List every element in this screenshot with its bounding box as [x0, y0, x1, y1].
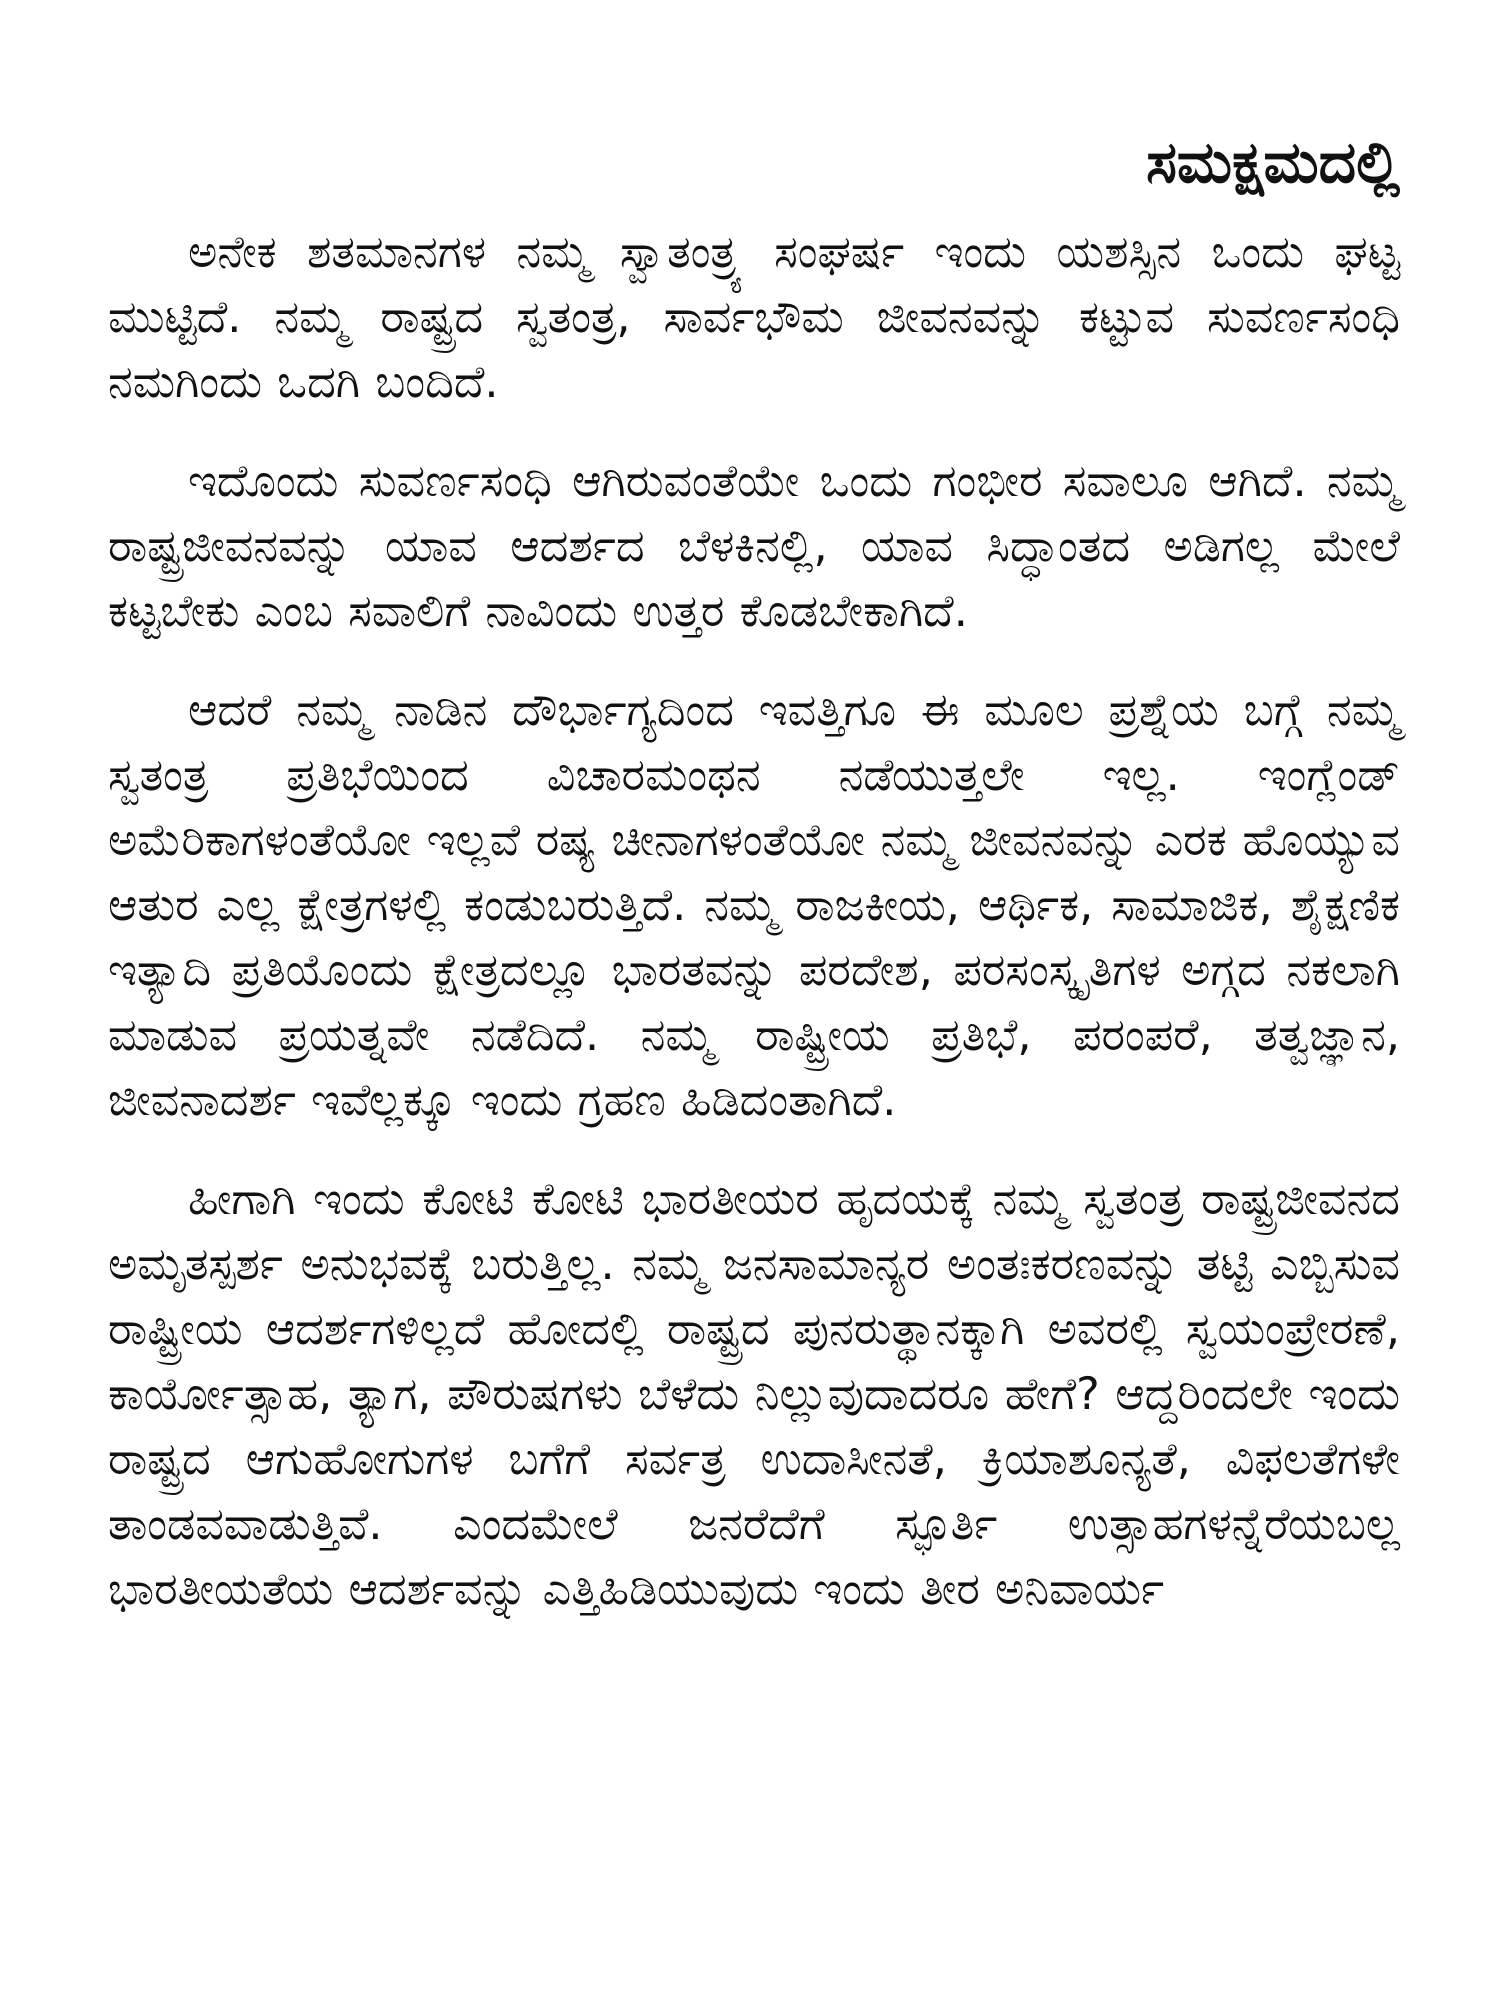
paragraph-2: ಇದೊಂದು ಸುವರ್ಣಸಂಧಿ ಆಗಿರುವಂತೆಯೇ ಒಂದು ಗಂಭೀರ ಸವಾಲೂ ಆಗಿದೆ. ನಮ್ಮ ರಾಷ್ಟ್ರಜೀವನವನ್ನು ಯಾವ ಆದರ್ಶದ ಬೆಳಕಿನಲ್ಲಿ, ಯಾವ ಸಿದ್ಧಾಂತದ ಅಡಿಗಲ್ಲ ಮೇಲೆ ಕಟ್ಟಬೇಕು ಎಂಬ ಸವಾಲಿಗೆ ನಾವಿಂದು ಉತ್ತರ ಕೊಡಬೇಕಾಗಿದೆ. [108, 456, 1400, 637]
body-text [108, 220, 1400, 1656]
paragraph-1: ಅನೇಕ ಶತಮಾನಗಳ ನಮ್ಮ ಸ್ವಾತಂತ್ರ್ಯ ಸಂಘರ್ಷ ಇಂದು ಯಶಸ್ಸಿನ ಒಂದು ಘಟ್ಟ ಮುಟ್ಟಿದೆ. ನಮ್ಮ ರಾಷ್ಟ್ರದ ಸ್ವತಂತ್ರ, ಸಾರ್ವಭೌಮ ಜೀವನವನ್ನು ಕಟ್ಟುವ ಸುವರ್ಣಸಂಧಿ ನಮಗಿಂದು ಒದಗಿ ಬಂದಿದೆ. [108, 227, 1400, 408]
paragraph-3: ಆದರೆ ನಮ್ಮ ನಾಡಿನ ದೌರ್ಭಾಗ್ಯದಿಂದ ಇವತ್ತಿಗೂ ಈ ಮೂಲ ಪ್ರಶ್ನೆಯ ಬಗ್ಗೆ ನಮ್ಮ ಸ್ವತಂತ್ರ ಪ್ರತಿಭೆಯಿಂದ ವಿಚಾರಮಂಥನ ನಡೆಯುತ್ತಲೇ ಇಲ್ಲ. ಇಂಗ್ಲೆಂಡ್ ಅಮೆರಿಕಾಗಳಂತೆಯೋ ಇಲ್ಲವೆ ರಷ್ಯ ಚೀನಾಗಳಂತೆಯೋ ನಮ್ಮ ಜೀವನವನ್ನು ಎರಕ ಹೊಯ್ಯುವ ಆತುರ ಎಲ್ಲ ಕ್ಷೇತ್ರಗಳಲ್ಲಿ ಕಂಡುಬರುತ್ತಿದೆ. ನಮ್ಮ ರಾಜಕೀಯ, ಆರ್ಥಿಕ, ಸಾಮಾಜಿಕ, ಶೈಕ್ಷಣಿಕ ಇತ್ಯಾದಿ ಪ್ರತಿಯೊಂದು ಕ್ಷೇತ್ರದಲ್ಲೂ ಭಾರತವನ್ನು ಪರದೇಶ, ಪರಸಂಸ್ಕೃತಿಗಳ ಅಗ್ಗದ ನಕಲಾಗಿ ಮಾಡುವ ಪ್ರಯತ್ನವೇ ನಡೆದಿದೆ. ನಮ್ಮ ರಾಷ್ಟ್ರೀಯ ಪ್ರತಿಭೆ, ಪರಂಪರೆ, ತತ್ವಜ್ಞಾನ, ಜೀವನಾದರ್ಶ ಇವೆಲ್ಲಕ್ಕೂ ಇಂದು ಗ್ರಹಣ ಹಿಡಿದಂತಾಗಿದೆ. [108, 685, 1400, 1126]
page-title: ಸಮಕ್ಷಮದಲ್ಲಿ [1146, 128, 1400, 196]
paragraph-4: ಹೀಗಾಗಿ ಇಂದು ಕೋಟಿ ಕೋಟಿ ಭಾರತೀಯರ ಹೃದಯಕ್ಕೆ ನಮ್ಮ ಸ್ವತಂತ್ರ ರಾಷ್ಟ್ರಜೀವನದ ಅಮೃತಸ್ಪರ್ಶ ಅನುಭವಕ್ಕೆ ಬರುತ್ತಿಲ್ಲ. ನಮ್ಮ ಜನಸಾಮಾನ್ಯರ ಅಂತಃಕರಣವನ್ನು ತಟ್ಟಿ ಎಬ್ಬಿಸುವ ರಾಷ್ಟ್ರೀಯ ಆದರ್ಶಗಳಿಲ್ಲದೆ ಹೋದಲ್ಲಿ ರಾಷ್ಟ್ರದ ಪುನರುತ್ಥಾನಕ್ಕಾಗಿ ಅವರಲ್ಲಿ ಸ್ವಯಂಪ್ರೇರಣೆ, ಕಾರ್ಯೋತ್ಸಾಹ, ತ್ಯಾಗ, ಪೌರುಷಗಳು ಬೆಳೆದು ನಿಲ್ಲುವುದಾದರೂ ಹೇಗೆ? ಆದ್ದರಿಂದಲೇ ಇಂದು ರಾಷ್ಟ್ರದ ಆಗುಹೋಗುಗಳ ಬಗೆಗೆ ಸರ್ವತ್ರ ಉದಾಸೀನತೆ, ಕ್ರಿಯಾಶೂನ್ಯತೆ, ವಿಫಲತೆಗಳೇ ತಾಂಡವವಾಡುತ್ತಿವೆ. ಎಂದಮೇಲೆ ಜನರೆದೆಗೆ ಸ್ಫೂರ್ತಿ ಉತ್ಸಾಹಗಳನ್ನೆರೆಯಬಲ್ಲ ಭಾರತೀಯತೆಯ ಆದರ್ಶವನ್ನು ಎತ್ತಿಹಿಡಿಯುವುದು ಇಂದು ತೀರ ಅನಿವಾರ್ಯ [108, 1174, 1400, 1615]
